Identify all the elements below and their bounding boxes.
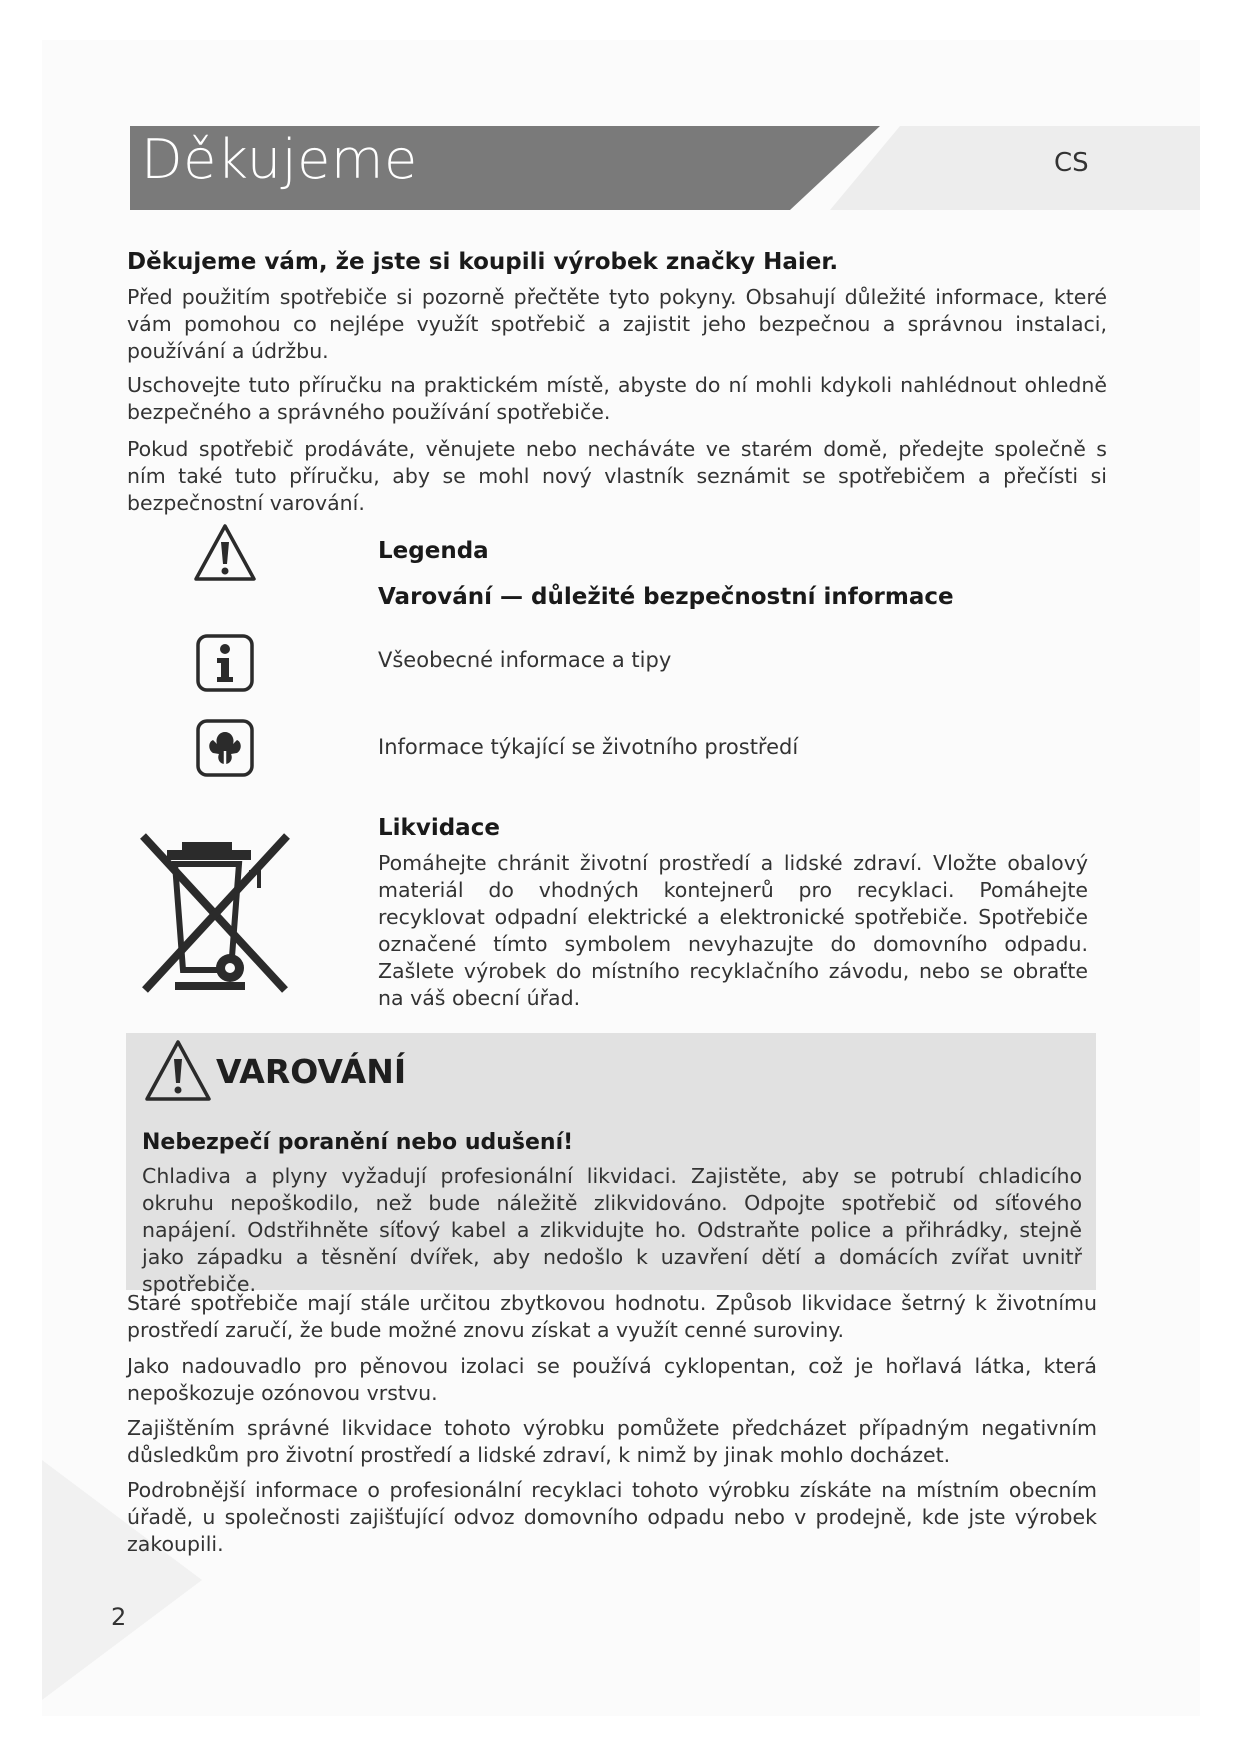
warning-text: Chladiva a plyny vyžadují profesionální likvidaci. Zajistěte, aby se potrubí chladicího okruhu nepoškodilo, než bude náležitě zlikvidováno. Odpojte spotřebič od síťového napájení. Odstřihněte síťový kabel a zlikvidujte ho. Odstraňte police a přihrádky, stejně jako západku a těsnění dvířek, aby nedošlo k uzavření dětí a domácích zvířat uvnitř spotřebiče. [142, 1164, 1082, 1296]
legend-info-label: Všeobecné informace a tipy [378, 648, 672, 672]
page-title: Děkujeme [141, 128, 418, 191]
page-number: 2 [111, 1603, 127, 1631]
intro-paragraph: Uschovejte tuto příručku na praktickém místě, abyste do ní mohli kdykoli nahlédnout ohledně bezpečného a správného používání spotřebiče. [127, 373, 1107, 424]
closing-paragraph: Jako nadouvadlo pro pěnovou izolaci se používá cyklopentan, což je hořlavá látka, která nepoškozuje ozónovou vrstvu. [127, 1354, 1097, 1405]
language-code: CS [1054, 148, 1089, 178]
info-icon [195, 633, 255, 697]
disposal-title: Likvidace [378, 815, 500, 841]
closing-paragraph: Staré spotřebiče mají stále určitou zbytkovou hodnotu. Způsob likvidace šetrný k životnímu prostředí zaručí, že bude možné znovu získat a využít cenné suroviny. [127, 1291, 1097, 1342]
warning-subtitle: Nebezpečí poranění nebo udušení! [142, 1130, 574, 1155]
warning-title: VAROVÁNÍ [216, 1052, 407, 1091]
intro-paragraph: Před použitím spotřebiče si pozorně přečtěte tyto pokyny. Obsahují důležité informace, které vám pomohou co nejlépe využít spotřebič a zajistit jeho bezpečnou a správnou instalaci, používání a údržbu. [127, 285, 1107, 363]
closing-paragraph: Zajištěním správné likvidace tohoto výrobku pomůžete předcházet případným negativním důsledkům pro životní prostředí a lidské zdraví, k nimž by jinak mohlo docházet. [127, 1416, 1097, 1467]
legend-environment-label: Informace týkající se životního prostředí [378, 735, 799, 759]
closing-paragraph: Podrobnější informace o profesionální recyklaci tohoto výrobku získáte na místním obecním úřadě, u společnosti zajišťující odvoz domovního odpadu nebo v prodejně, kde jste výrobek zakoupili. [127, 1478, 1097, 1556]
warning-triangle-icon [143, 1038, 213, 1108]
intro-paragraph: Pokud spotřebič prodáváte, věnujete nebo necháváte ve starém domě, předejte společně s ním také tuto příručku, aby se mohl nový vlastník seznámit se spotřebičem a přečísti si bezpečnostní varování. [127, 437, 1107, 515]
legend-warning-label: Varování — důležité bezpečnostní informace [378, 584, 954, 610]
environment-icon [195, 718, 255, 782]
warning-triangle-icon [192, 522, 258, 588]
header-light-band [830, 126, 1200, 210]
crossed-bin-icon [137, 830, 297, 1004]
intro-heading: Děkujeme vám, že jste si koupili výrobek značky Haier. [127, 249, 839, 275]
legend-title: Legenda [378, 538, 489, 564]
disposal-text: Pomáhejte chránit životní prostředí a lidské zdraví. Vložte obalový materiál do vhodných kontejnerů pro recyklaci. Pomáhejte recyklovat odpadní elektrické a elektronické spotřebiče. Spotřebiče označené tímto symbolem nevyhazujte do domovního odpadu. Zašlete výrobek do místního recyklačního závodu, nebo se obraťte na váš obecní úřad. [378, 851, 1088, 1010]
